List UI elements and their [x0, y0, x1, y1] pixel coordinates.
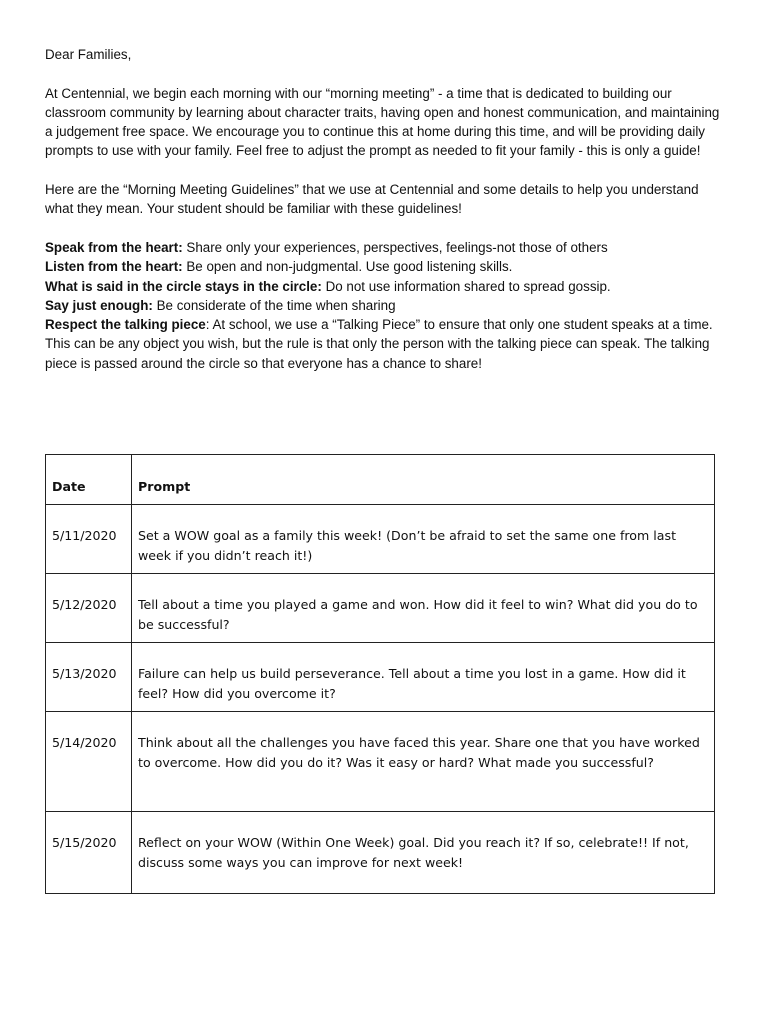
guideline-item [45, 277, 725, 296]
date-cell: 5/15/2020 [46, 812, 132, 894]
salutation: Dear Families, [45, 47, 132, 62]
date-cell: 5/12/2020 [46, 574, 132, 643]
guideline-text: Be open and non-judgmental. Use good listening skills. [182, 259, 513, 275]
guideline-item [45, 296, 725, 315]
table-row [46, 712, 715, 812]
letter-body [45, 45, 725, 373]
table-row [46, 812, 715, 894]
prompts-table [45, 454, 715, 894]
guideline-text: : At school, we use a “Talking Piece” to ensure that only one student speaks at a time. This can be any object you wish, but the rule is that only the person with the talking piece can speak. The talking piece is passed around the circle so that everyone has a chance to share! [45, 317, 713, 371]
table-row [46, 574, 715, 643]
guideline-text: Do not use information shared to spread gossip. [321, 278, 611, 294]
guideline-text: Share only your experiences, perspectives, feelings-not those of others [182, 239, 608, 255]
guidelines-intro-paragraph: Here are the “Morning Meeting Guidelines” that we use at Centennial and some details to help you understand what they mean. Your student should be familiar with these guidelines! [45, 182, 699, 217]
prompt-column-header: Prompt [132, 455, 715, 505]
intro-paragraph: At Centennial, we begin each morning with our “morning meeting” - a time that is dedicated to building our classroom community by learning about character traits, having open and honest communication, and maintaining a judgement free space. We encourage you to continue this at home during this time, and will be providing daily prompts to use with your family. Feel free to adjust the prompt as needed to fit your family - this is only a guide! [45, 85, 720, 159]
table-row [46, 505, 715, 574]
guideline-item [45, 257, 725, 276]
guideline-title: Listen from the heart: [45, 259, 183, 275]
table-header-row [46, 455, 715, 505]
date-cell: 5/11/2020 [46, 505, 132, 574]
guideline-text: Be considerate of the time when sharing [152, 297, 396, 313]
prompt-cell: Tell about a time you played a game and won. How did it feel to win? What did you do to be successful? [132, 574, 715, 643]
prompt-cell: Reflect on your WOW (Within One Week) goal. Did you reach it? If so, celebrate!! If not, discuss some ways you can improve for next week! [132, 812, 715, 894]
table-row [46, 643, 715, 712]
prompt-cell: Failure can help us build perseverance. Tell about a time you lost in a game. How did it feel? How did you overcome it? [132, 643, 715, 712]
date-column-header: Date [46, 455, 132, 505]
date-cell: 5/13/2020 [46, 643, 132, 712]
date-cell: 5/14/2020 [46, 712, 132, 812]
prompt-cell: Think about all the challenges you have faced this year. Share one that you have worked to overcome. How did you do it? Was it easy or hard? What made you successful? [132, 712, 715, 812]
guideline-title: Speak from the heart: [45, 239, 183, 255]
guideline-title: Say just enough: [45, 297, 153, 313]
guideline-item [45, 315, 725, 373]
guideline-item [45, 238, 725, 257]
prompt-cell: Set a WOW goal as a family this week! (Don’t be afraid to set the same one from last week if you didn’t reach it!) [132, 505, 715, 574]
guideline-title: What is said in the circle stays in the circle: [45, 278, 322, 294]
guidelines-list [45, 238, 725, 373]
guideline-title: Respect the talking piece [45, 317, 206, 333]
